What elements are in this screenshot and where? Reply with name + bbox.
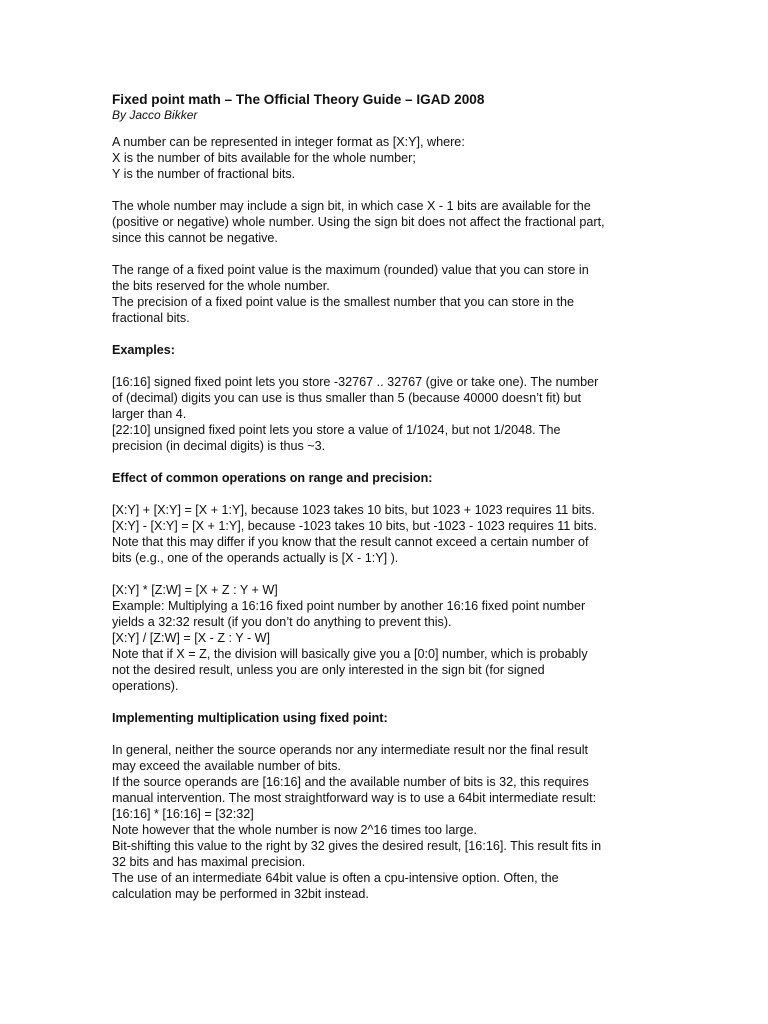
text-line: If the source operands are [16:16] and the available number of bits is 32, this requires xyxy=(112,775,589,789)
text-line: Bit-shifting this value to the right by 32 gives the desired result, [16:16]. This result fits in xyxy=(112,839,602,853)
examples-heading: Examples: xyxy=(112,343,175,357)
document-author: By Jacco Bikker xyxy=(112,108,198,122)
text-line: Note that if X = Z, the division will basically give you a [0:0] number, which is probably xyxy=(112,647,588,661)
text-line: precision (in decimal digits) is thus ~3. xyxy=(112,439,326,453)
addition-subtraction-paragraph xyxy=(112,502,660,566)
intro-paragraph xyxy=(112,134,660,182)
text-line: In general, neither the source operands nor any intermediate result nor the final result xyxy=(112,743,589,757)
text-line: (positive or negative) whole number. Using the sign bit does not affect the fractional part, xyxy=(112,215,605,229)
text-line: The range of a fixed point value is the maximum (rounded) value that you can store in xyxy=(112,263,589,277)
examples-paragraph xyxy=(112,374,660,454)
text-line: [X:Y] - [X:Y] = [X + 1:Y], because -1023 takes 10 bits, but -1023 - 1023 requires 11 bits. xyxy=(112,519,597,533)
text-line: [22:10] unsigned fixed point lets you store a value of 1/1024, but not 1/2048. The xyxy=(112,423,561,437)
multiplication-paragraph xyxy=(112,742,660,902)
text-line: Note however that the whole number is now 2^16 times too large. xyxy=(112,823,478,837)
text-line: [X:Y] + [X:Y] = [X + 1:Y], because 1023 takes 10 bits, but 1023 + 1023 requires 11 bits. xyxy=(112,503,595,517)
document-page xyxy=(112,91,660,918)
text-line: [X:Y] * [Z:W] = [X + Z : Y + W] xyxy=(112,583,278,597)
text-line: A number can be represented in integer format as [X:Y], where: xyxy=(112,135,465,149)
multiplication-heading: Implementing multiplication using fixed point: xyxy=(112,711,388,725)
text-line: Note that this may differ if you know that the result cannot exceed a certain number of xyxy=(112,535,589,549)
text-line: fractional bits. xyxy=(112,311,190,325)
document-title: Fixed point math – The Official Theory Guide – IGAD 2008 xyxy=(112,92,485,107)
text-line: [16:16] * [16:16] = [32:32] xyxy=(112,807,254,821)
text-line: X is the number of bits available for the whole number; xyxy=(112,151,416,165)
text-line: of (decimal) digits you can use is thus smaller than 5 (because 40000 doesn’t fit) but xyxy=(112,391,582,405)
text-line: yields a 32:32 result (if you don’t do anything to prevent this). xyxy=(112,615,452,629)
multiply-divide-paragraph xyxy=(112,582,660,694)
operations-heading: Effect of common operations on range and precision: xyxy=(112,471,433,485)
text-line: Y is the number of fractional bits. xyxy=(112,167,296,181)
text-line: [X:Y] / [Z:W] = [X - Z : Y - W] xyxy=(112,631,271,645)
text-line: may exceed the available number of bits. xyxy=(112,759,341,773)
text-line: Example: Multiplying a 16:16 fixed point number by another 16:16 fixed point number xyxy=(112,599,586,613)
text-line: [16:16] signed fixed point lets you store -32767 .. 32767 (give or take one). The number xyxy=(112,375,599,389)
text-line: not the desired result, unless you are only interested in the sign bit (for signed xyxy=(112,663,545,677)
text-line: The use of an intermediate 64bit value is often a cpu-intensive option. Often, the xyxy=(112,871,559,885)
text-line: larger than 4. xyxy=(112,407,187,421)
text-line: The whole number may include a sign bit, in which case X - 1 bits are available for the xyxy=(112,199,591,213)
text-line: The precision of a fixed point value is the smallest number that you can store in the xyxy=(112,295,575,309)
sign-bit-paragraph xyxy=(112,198,660,246)
text-line: since this cannot be negative. xyxy=(112,231,278,245)
text-line: the bits reserved for the whole number. xyxy=(112,279,330,293)
text-line: operations). xyxy=(112,679,179,693)
range-precision-paragraph xyxy=(112,262,660,326)
text-line: calculation may be performed in 32bit instead. xyxy=(112,887,369,901)
text-line: manual intervention. The most straightforward way is to use a 64bit intermediate result: xyxy=(112,791,597,805)
text-line: bits (e.g., one of the operands actually is [X - 1:Y] ). xyxy=(112,551,399,565)
text-line: 32 bits and has maximal precision. xyxy=(112,855,306,869)
